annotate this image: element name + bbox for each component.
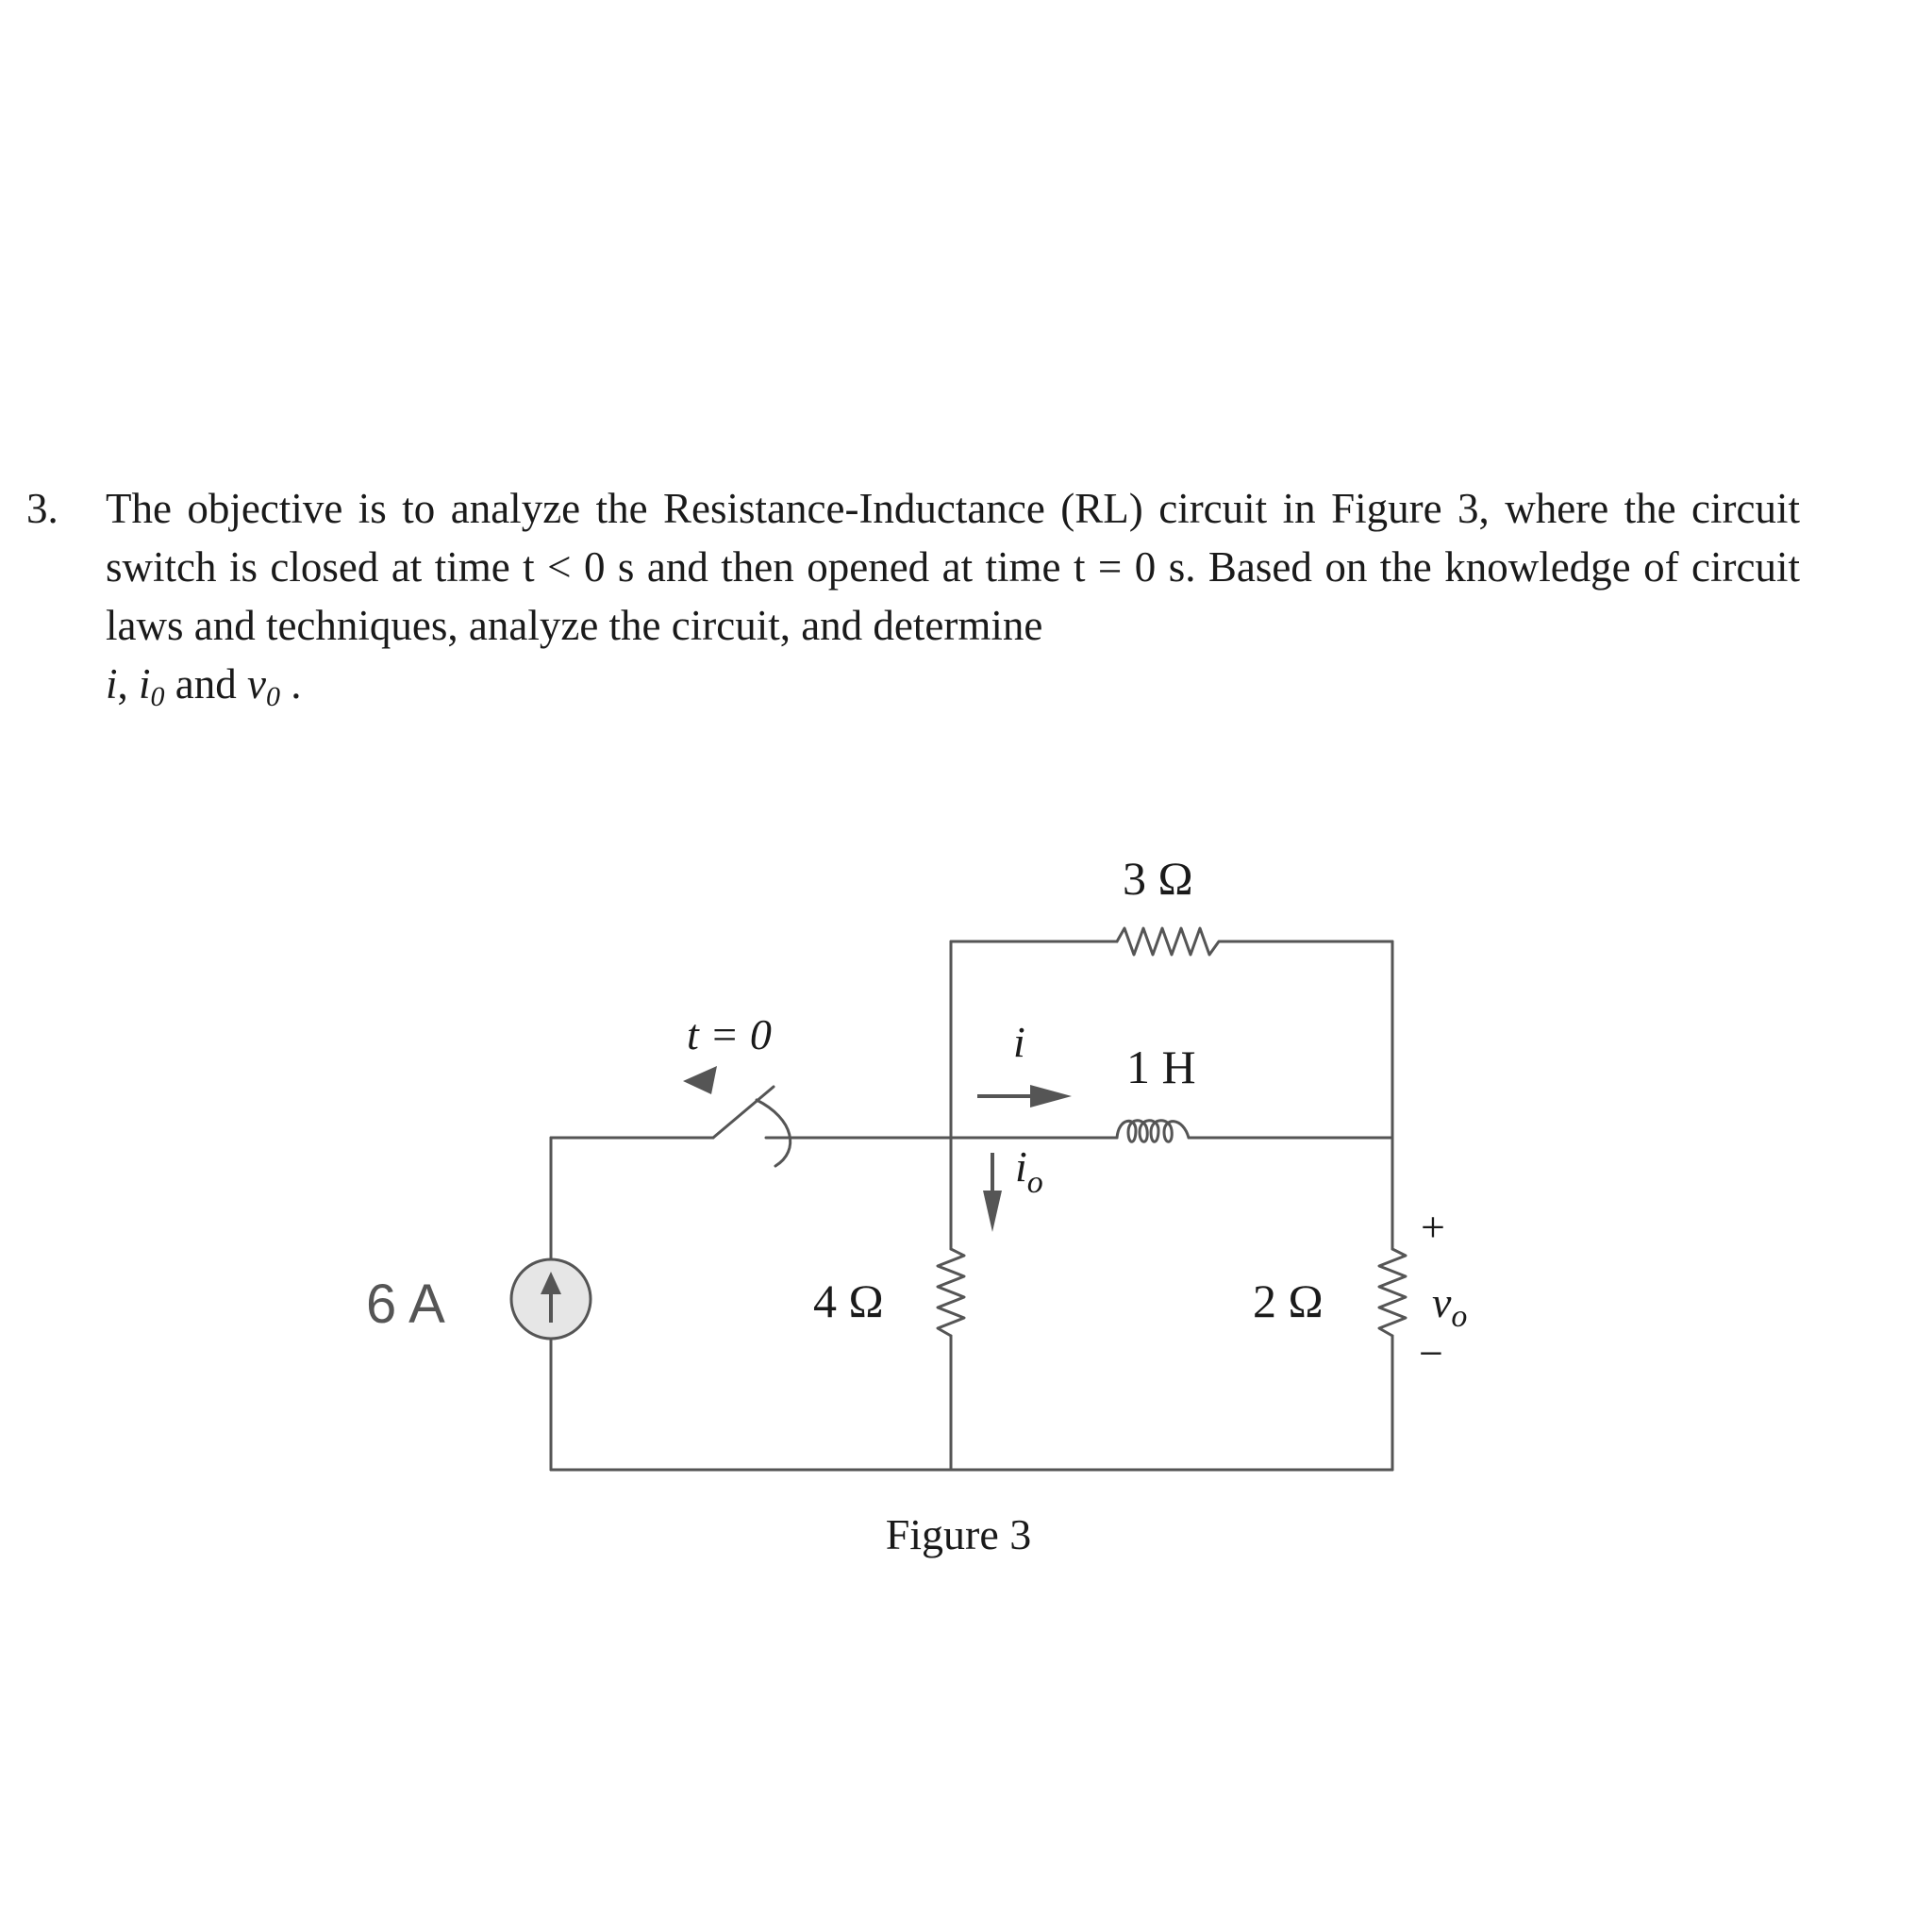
switch-arc: [757, 1100, 791, 1166]
current-io-base: i: [1015, 1142, 1027, 1191]
switch-blade: [713, 1087, 774, 1138]
var-and: and: [164, 660, 248, 708]
switch-arrowhead: [683, 1066, 717, 1094]
vo-sub: o: [1451, 1299, 1468, 1334]
problem-number: 3.: [26, 485, 58, 532]
circuit-wires: [551, 928, 1406, 1470]
r-top-label: 3 Ω: [1123, 852, 1193, 905]
current-io-sub: o: [1026, 1165, 1043, 1200]
vo-base: v: [1432, 1278, 1452, 1326]
current-source: [511, 1259, 591, 1339]
resistor-3ohm: [1117, 928, 1236, 955]
current-i-arrow: [977, 1085, 1072, 1108]
current-io-label: [1015, 1142, 1043, 1200]
figure-caption-text: Figure 3: [885, 1510, 1032, 1558]
inductor-label: 1 H: [1126, 1041, 1196, 1093]
switch-label: t = 0: [687, 1010, 772, 1058]
var-end: .: [280, 660, 302, 708]
resistor-4ohm: [938, 1249, 964, 1336]
current-io-arrow: [983, 1153, 1002, 1232]
vo-minus-label: −: [1419, 1329, 1443, 1377]
source-label: 6 A: [366, 1274, 445, 1335]
figure-caption: [0, 1509, 1932, 1559]
var-vo-base: v: [247, 660, 266, 708]
problem-text: The objective is to analyze the Resistance-Inductance (RL) circuit in Figure 3, where the circuit switch is closed at time t < 0 s and then opened at time t = 0 s. Based on the knowledge of circuit laws and techniques, analyze the circuit, and determine: [106, 485, 1800, 649]
vo-label: [1432, 1278, 1467, 1334]
var-i: i: [106, 660, 118, 708]
current-i-label: i: [1013, 1018, 1025, 1066]
var-io-base: i: [139, 660, 151, 708]
var-separator: ,: [117, 660, 140, 708]
resistor-2ohm: [1379, 1249, 1406, 1336]
var-vo-sub: 0: [266, 681, 280, 712]
vo-plus-label: +: [1421, 1203, 1445, 1251]
var-io-sub: 0: [150, 681, 165, 712]
inductor-coil: [1117, 1121, 1189, 1142]
r-left-label: 4 Ω: [813, 1274, 884, 1327]
r-right-label: 2 Ω: [1253, 1274, 1324, 1327]
